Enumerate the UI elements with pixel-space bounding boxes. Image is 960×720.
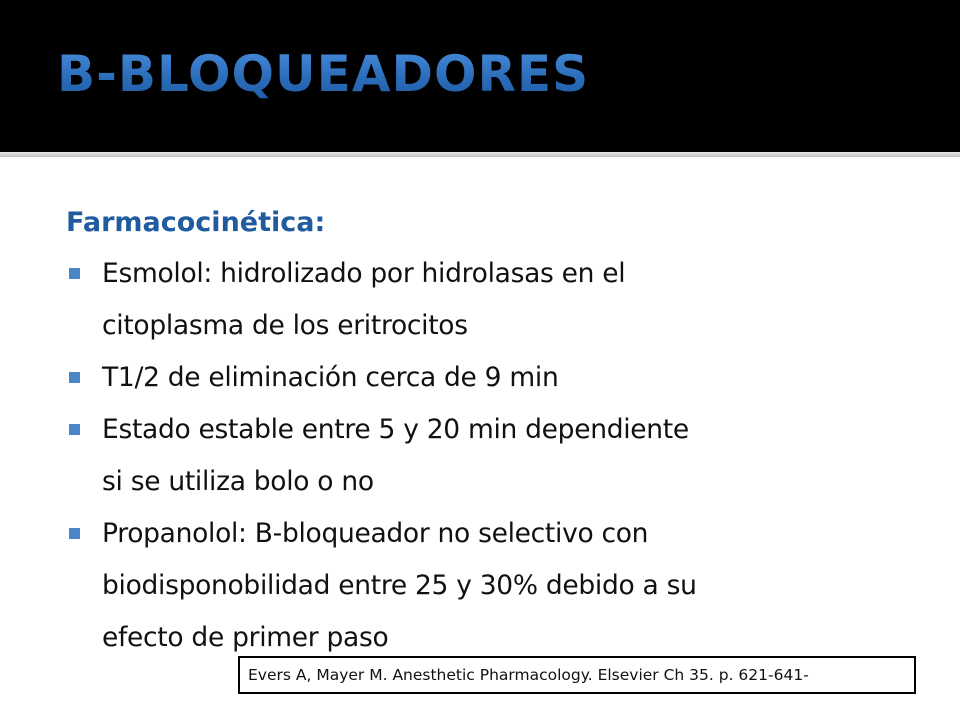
square-bullet-icon bbox=[69, 372, 80, 383]
bullet-text-line: si se utiliza bolo o no bbox=[102, 466, 374, 497]
bullet-text-line: efecto de primer paso bbox=[102, 622, 389, 653]
bullet-item bbox=[66, 404, 946, 508]
bullet-item bbox=[66, 508, 946, 664]
title-bar bbox=[0, 0, 960, 152]
bullet-list bbox=[66, 248, 946, 664]
bullet-text-line: biodisponobilidad entre 25 y 30% debido a su bbox=[102, 570, 697, 601]
bullet-text-line: citoplasma de los eritrocitos bbox=[102, 310, 468, 341]
section-heading: Farmacocinética: bbox=[66, 207, 326, 238]
bullet-text-line: Estado estable entre 5 y 20 min dependiente bbox=[102, 414, 689, 445]
square-bullet-icon bbox=[69, 528, 80, 539]
bullet-text-line: T1/2 de eliminación cerca de 9 min bbox=[102, 362, 559, 393]
bullet-item bbox=[66, 248, 946, 352]
bullet-item bbox=[66, 352, 946, 404]
citation-box: Evers A, Mayer M. Anesthetic Pharmacology. Elsevier Ch 35. p. 621-641- bbox=[238, 656, 916, 694]
bullet-text-line: Esmolol: hidrolizado por hidrolasas en el bbox=[102, 258, 626, 289]
title-divider bbox=[0, 152, 960, 157]
square-bullet-icon bbox=[69, 424, 80, 435]
slide-content bbox=[66, 198, 946, 664]
square-bullet-icon bbox=[69, 268, 80, 279]
slide-title: B-BLOQUEADORES bbox=[57, 45, 590, 103]
bullet-text-line: Propanolol: B-bloqueador no selectivo con bbox=[102, 518, 649, 549]
